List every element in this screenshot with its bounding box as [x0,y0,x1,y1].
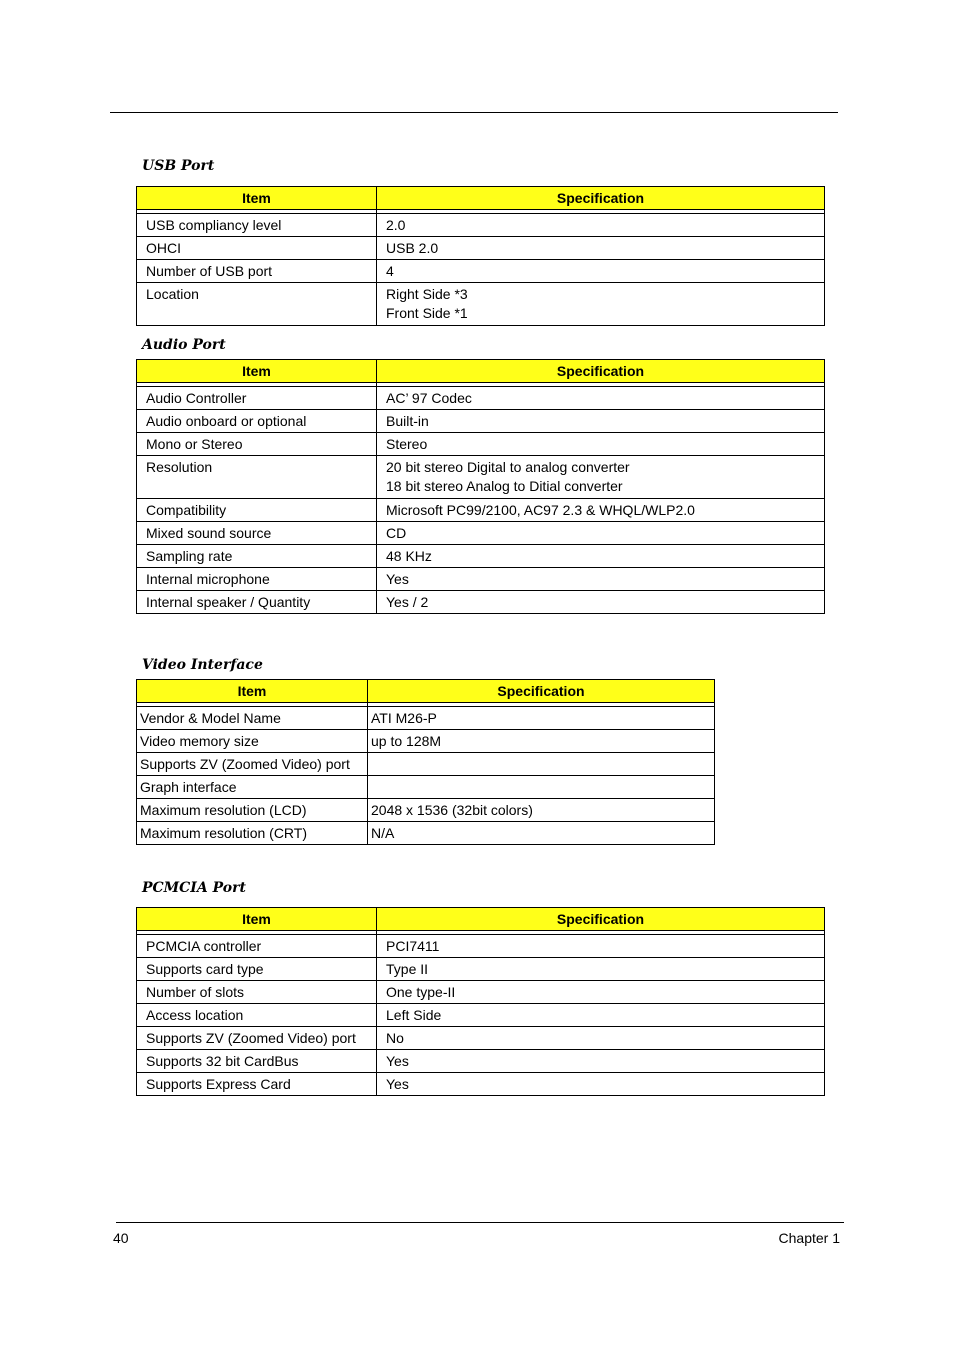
top-rule [110,112,838,113]
spec-cell: Yes [377,1050,825,1073]
spec-cell: Type II [377,958,825,981]
item-cell: Graph interface [137,776,368,799]
item-cell: Number of slots [137,981,377,1004]
table-row [137,387,825,410]
video-interface-title: Video Interface [142,657,263,673]
pcmcia-port-table [136,907,825,1096]
table-header-row [137,360,825,383]
spec-cell: Stereo [377,433,825,456]
spec-cell: N/A [368,822,715,845]
item-cell: Maximum resolution (LCD) [137,799,368,822]
table-row [137,499,825,522]
spec-cell: No [377,1027,825,1050]
spec-cell: Left Side [377,1004,825,1027]
spec-cell: AC’ 97 Codec [377,387,825,410]
item-cell: Resolution [137,456,377,499]
table-header-row [137,187,825,210]
column-header-specification: Specification [377,908,825,931]
column-header-item: Item [137,908,377,931]
spec-cell [368,753,715,776]
table-row [137,1027,825,1050]
item-cell: Number of USB port [137,260,377,283]
usb-port-table [136,186,825,326]
spec-cell: USB 2.0 [377,237,825,260]
item-cell: PCMCIA controller [137,935,377,958]
table-row [137,1050,825,1073]
item-cell: Video memory size [137,730,368,753]
table-header-row [137,908,825,931]
table-row [137,410,825,433]
item-cell: Supports 32 bit CardBus [137,1050,377,1073]
table-row [137,707,715,730]
spec-cell: Yes [377,568,825,591]
audio-port-title: Audio Port [142,337,226,353]
spec-cell [377,283,825,326]
spec-line: 20 bit stereo Digital to analog converter [386,459,630,475]
spec-cell: 2.0 [377,214,825,237]
table-row [137,799,715,822]
column-header-item: Item [137,187,377,210]
spec-cell [377,456,825,499]
spec-cell: CD [377,522,825,545]
spec-cell: up to 128M [368,730,715,753]
table-row [137,456,825,499]
spec-cell: ATI M26-P [368,707,715,730]
table-row [137,214,825,237]
spec-cell: 48 KHz [377,545,825,568]
column-header-specification: Specification [377,187,825,210]
video-interface-table [136,679,715,845]
usb-port-title: USB Port [142,158,215,174]
item-cell: Sampling rate [137,545,377,568]
spec-cell: Yes [377,1073,825,1096]
table-row [137,776,715,799]
item-cell: Supports card type [137,958,377,981]
table-row [137,753,715,776]
spec-line: Front Side *1 [386,305,468,321]
spec-cell: Microsoft PC99/2100, AC97 2.3 & WHQL/WLP2.0 [377,499,825,522]
item-cell: Audio onboard or optional [137,410,377,433]
table-row [137,958,825,981]
table-row [137,981,825,1004]
item-cell: Supports Express Card [137,1073,377,1096]
item-cell: Supports ZV (Zoomed Video) port [137,753,368,776]
item-cell: Mono or Stereo [137,433,377,456]
chapter-label: Chapter 1 [778,1230,840,1246]
table-row [137,591,825,614]
pcmcia-port-title: PCMCIA Port [142,880,246,896]
table-row [137,935,825,958]
table-row [137,522,825,545]
item-cell: Supports ZV (Zoomed Video) port [137,1027,377,1050]
page-number: 40 [113,1230,129,1246]
item-cell: Internal microphone [137,568,377,591]
item-cell: OHCI [137,237,377,260]
spec-cell: Yes / 2 [377,591,825,614]
spec-cell: One type-II [377,981,825,1004]
item-cell: Internal speaker / Quantity [137,591,377,614]
table-row [137,822,715,845]
spec-cell: 4 [377,260,825,283]
audio-port-table [136,359,825,614]
item-cell: USB compliancy level [137,214,377,237]
table-row [137,433,825,456]
spec-line: 18 bit stereo Analog to Ditial converter [386,478,623,494]
table-row [137,260,825,283]
table-row [137,283,825,326]
table-row [137,730,715,753]
item-cell: Audio Controller [137,387,377,410]
item-cell: Vendor & Model Name [137,707,368,730]
table-row [137,237,825,260]
item-cell: Mixed sound source [137,522,377,545]
column-header-specification: Specification [368,680,715,703]
spec-cell: PCI7411 [377,935,825,958]
item-cell: Compatibility [137,499,377,522]
column-header-item: Item [137,360,377,383]
column-header-specification: Specification [377,360,825,383]
spec-line: Right Side *3 [386,286,468,302]
item-cell: Access location [137,1004,377,1027]
item-cell: Location [137,283,377,326]
table-row [137,1004,825,1027]
table-row [137,545,825,568]
spec-cell [368,776,715,799]
spec-cell: Built-in [377,410,825,433]
spec-cell: 2048 x 1536 (32bit colors) [368,799,715,822]
table-row [137,1073,825,1096]
footer-rule [116,1222,844,1223]
table-header-row [137,680,715,703]
column-header-item: Item [137,680,368,703]
table-row [137,568,825,591]
item-cell: Maximum resolution (CRT) [137,822,368,845]
